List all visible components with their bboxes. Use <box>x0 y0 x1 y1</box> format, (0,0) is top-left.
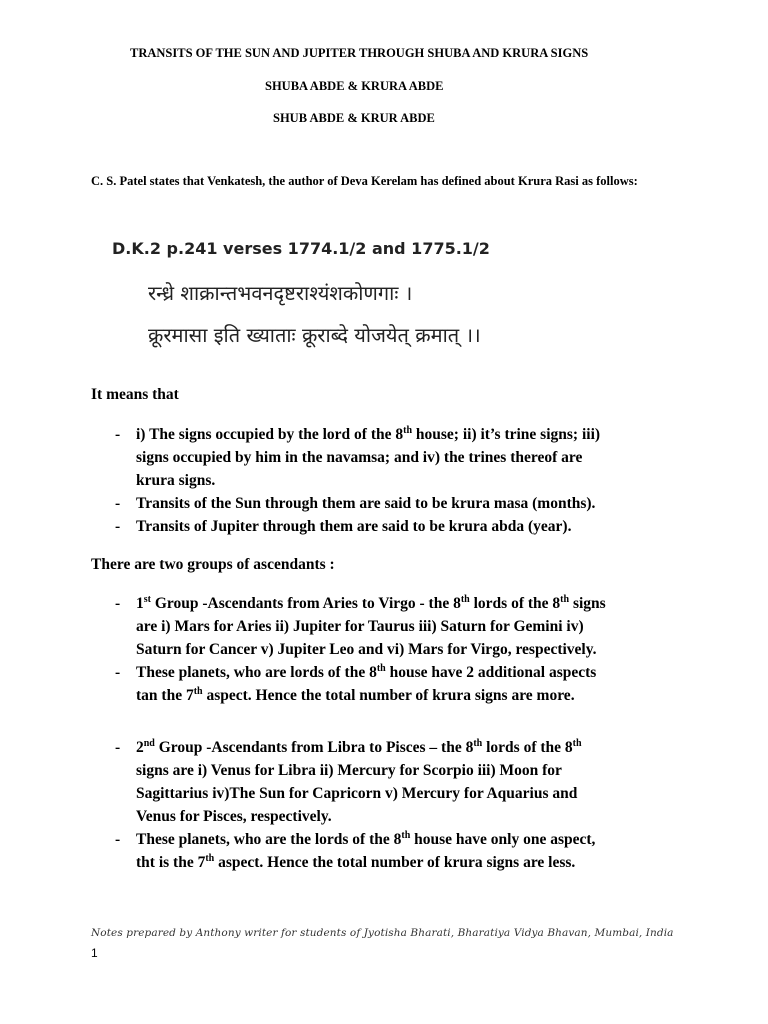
superscript: th <box>193 686 203 697</box>
list-item-text <box>136 592 696 661</box>
text-run: 2 <box>136 739 144 756</box>
bullet-dash: - <box>115 831 121 848</box>
text-line <box>136 469 696 492</box>
text-run: lords of the 8 <box>469 595 561 612</box>
bullet-dash: - <box>115 495 121 512</box>
superscript: th <box>560 594 570 605</box>
list-item-text <box>136 661 696 707</box>
text-run: house; ii) it’s trine signs; iii) <box>412 426 601 443</box>
superscript: th <box>572 738 582 749</box>
text-run: aspect. Hence the total number of krura signs are less. <box>214 854 576 871</box>
verse-line-2: क्रूरमासा इति ख्याताः क्रूराब्दे योजयेत् क्रमात् ।। <box>148 323 481 347</box>
list-item-text <box>136 736 696 828</box>
text-line <box>136 423 696 446</box>
text-run: house have only one aspect, <box>410 831 596 848</box>
document-subtitle: SHUBA ABDE & KRURA ABDE <box>265 79 444 93</box>
text-run: lords of the 8 <box>482 739 573 756</box>
text-line <box>136 782 696 805</box>
superscript: th <box>401 830 411 841</box>
text-run: signs are i) Venus for Libra ii) Mercury for Scorpio iii) Moon for <box>136 762 562 779</box>
text-run: tht is the 7 <box>136 854 206 871</box>
verse-reference: D.K.2 p.241 verses 1774.1/2 and 1775.1/2 <box>112 239 490 258</box>
scanned-verse-image <box>108 226 540 354</box>
list-item-text <box>136 828 696 874</box>
text-run: Group -Ascendants from Aries to Virgo - the 8 <box>150 595 461 612</box>
document-subtitle-alt: SHUB ABDE & KRUR ABDE <box>273 111 435 125</box>
superscript: nd <box>143 738 155 749</box>
text-line <box>136 638 696 661</box>
groups-heading: There are two groups of ascendants : <box>91 556 335 573</box>
text-line <box>136 851 696 874</box>
superscript: th <box>473 738 483 749</box>
text-run: Saturn for Cancer v) Jupiter Leo and vi) Mars for Virgo, respectively. <box>136 641 597 658</box>
text-line <box>136 736 696 759</box>
text-run: These planets, who are the lords of the 8 <box>136 831 402 848</box>
verse-line-1: रन्ध्रे शाक्रान्तभवनदृष्टराश्यंशकोणगाः । <box>148 281 413 305</box>
text-run: signs <box>569 595 606 612</box>
text-line <box>136 684 696 707</box>
superscript: st <box>143 594 151 605</box>
text-run: aspect. Hence the total number of krura signs are more. <box>202 687 575 704</box>
intro-paragraph: C. S. Patel states that Venkatesh, the author of Deva Kerelam has defined about Krura Rasi as follows: <box>91 174 638 188</box>
text-line <box>136 805 696 828</box>
text-run: 1 <box>136 595 144 612</box>
text-line <box>136 759 696 782</box>
text-run: Sagittarius iv)The Sun for Capricorn v) Mercury for Aquarius and <box>136 785 578 802</box>
text-line <box>136 515 696 538</box>
superscript: th <box>376 663 386 674</box>
footer-note: Notes prepared by Anthony writer for students of Jyotisha Bharati, Bharatiya Vidya Bhavan, Mumbai, India <box>91 927 674 939</box>
list-item-text <box>136 492 696 515</box>
text-run: Group -Ascendants from Libra to Pisces – the 8 <box>154 739 474 756</box>
text-line <box>136 492 696 515</box>
text-line <box>136 661 696 684</box>
superscript: th <box>460 594 470 605</box>
bullet-dash: - <box>115 518 121 535</box>
text-run: Venus for Pisces, respectively. <box>136 808 332 825</box>
document-title: TRANSITS OF THE SUN AND JUPITER THROUGH SHUBA AND KRURA SIGNS <box>130 46 589 60</box>
list-item-text <box>136 423 696 492</box>
text-run: i) The signs occupied by the lord of the 8 <box>136 426 404 443</box>
text-run: Transits of Jupiter through them are said to be krura abda (year). <box>136 518 572 535</box>
text-run: signs occupied by him in the navamsa; and iv) the trines thereof are <box>136 449 583 466</box>
bullet-dash: - <box>115 595 121 612</box>
text-run: are i) Mars for Aries ii) Jupiter for Taurus iii) Saturn for Gemini iv) <box>136 618 584 635</box>
text-line <box>136 446 696 469</box>
text-run: Transits of the Sun through them are said to be krura masa (months). <box>136 495 596 512</box>
bullet-dash: - <box>115 664 121 681</box>
page-number: 1 <box>91 946 98 960</box>
superscript: th <box>205 853 215 864</box>
bullet-dash: - <box>115 426 121 443</box>
text-run: These planets, who are lords of the 8 <box>136 664 377 681</box>
list-item-text <box>136 515 696 538</box>
text-line <box>136 828 696 851</box>
text-line <box>136 615 696 638</box>
meaning-heading: It means that <box>91 386 179 403</box>
text-run: house have 2 additional aspects <box>385 664 597 681</box>
text-run: krura signs. <box>136 472 216 489</box>
superscript: th <box>403 425 413 436</box>
text-line <box>136 592 696 615</box>
text-run: tan the 7 <box>136 687 194 704</box>
bullet-dash: - <box>115 739 121 756</box>
